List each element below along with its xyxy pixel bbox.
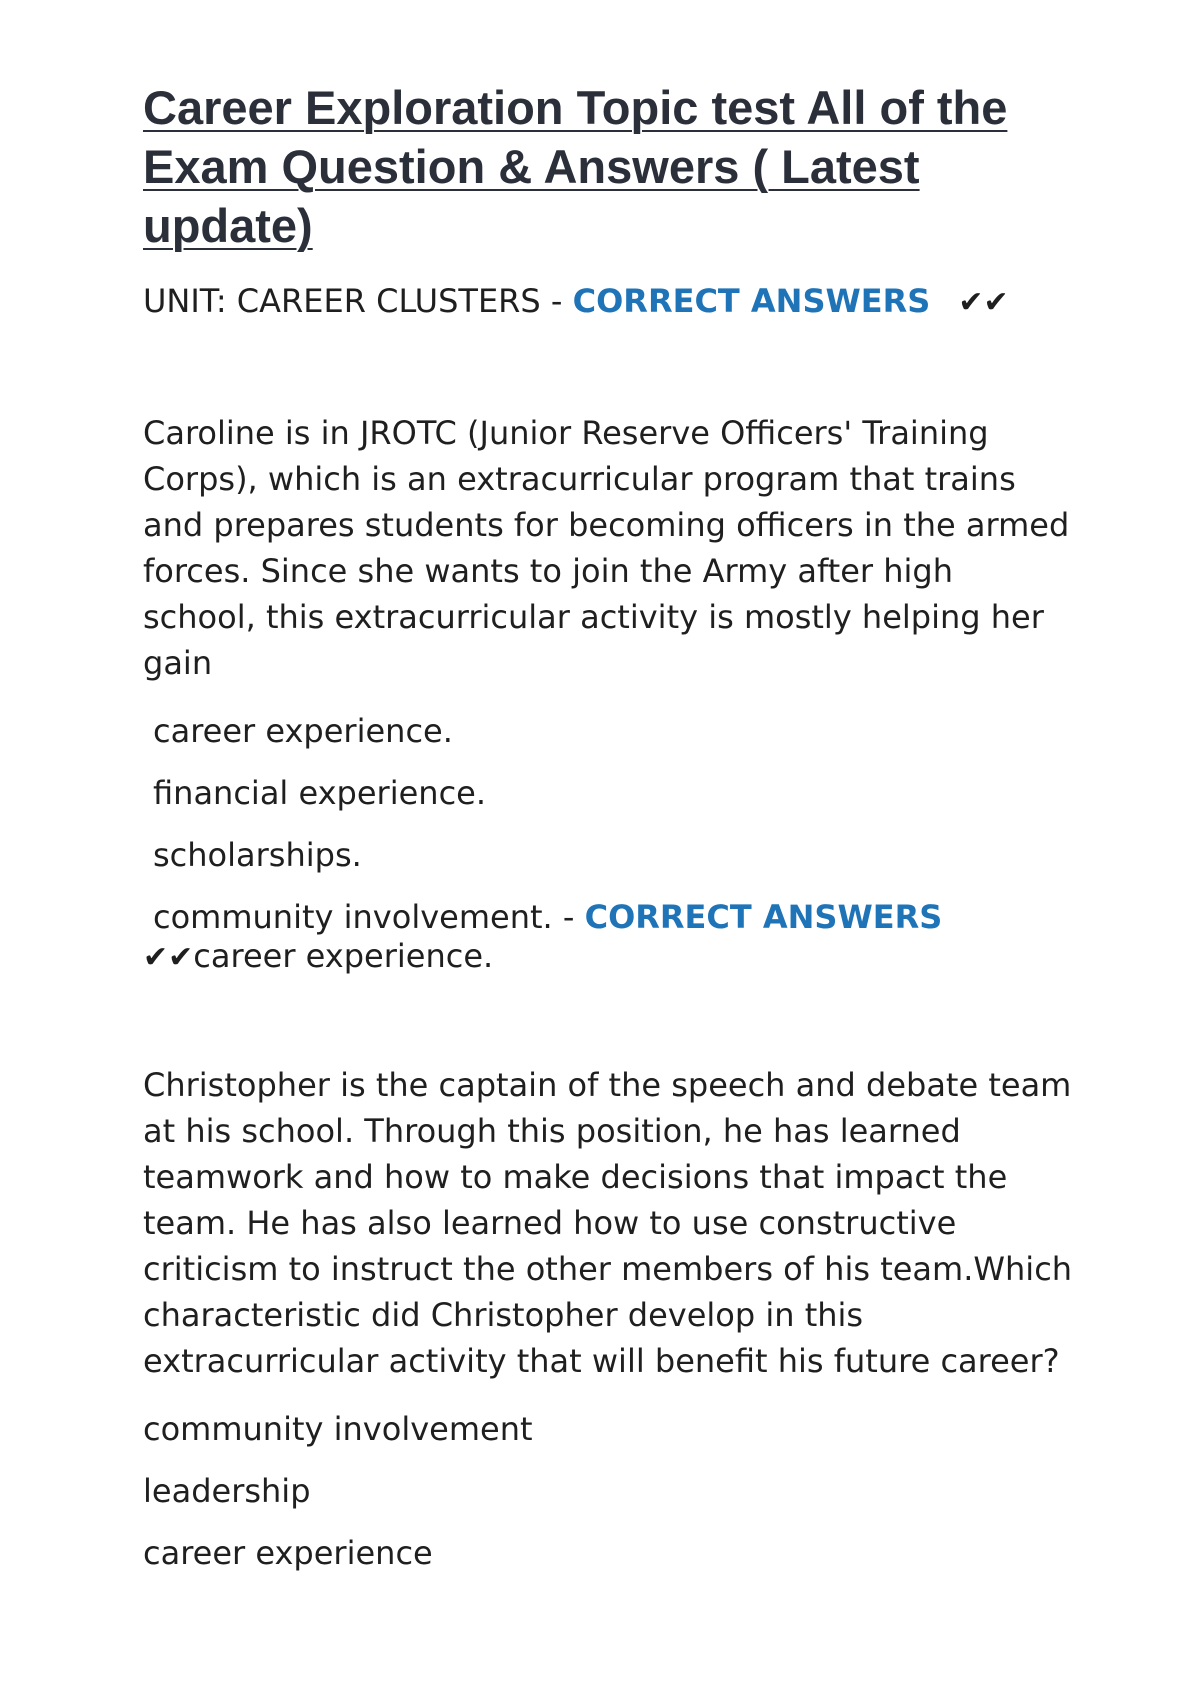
document-page bbox=[143, 78, 1073, 1584]
answer-option: community involvement bbox=[143, 1410, 533, 1448]
answer-option: leadership bbox=[143, 1472, 311, 1510]
correct-answer-text: career experience. bbox=[193, 937, 494, 975]
question-block-1 bbox=[143, 410, 1073, 974]
unit-heading bbox=[143, 280, 1073, 322]
unit-prefix: UNIT: CAREER CLUSTERS - bbox=[143, 282, 573, 320]
question-prompt: Caroline is in JROTC (Junior Reserve Officers' Training Corps), which is an extracurricular program that trains and prepares students for becoming officers in the armed forces. Since she wants to join the Army after high school, this extracurricular activity is mostly helping her gain bbox=[143, 414, 1070, 682]
question-block-2 bbox=[143, 1062, 1073, 1584]
answer-options bbox=[143, 700, 1073, 974]
answer-option: financial experience. bbox=[153, 774, 487, 812]
answer-option: career experience bbox=[143, 1534, 433, 1572]
double-check-icon: ✔✔ bbox=[958, 285, 1009, 320]
question-prompt: Christopher is the captain of the speech and debate team at his school. Through this position, he has learned teamwork and how to make decisions that impact the team. He has also learned how to use constructive criticism to instruct the other members of his team.Which characteristic did Christopher develop in this extracurricular activity that will benefit his future career? bbox=[143, 1066, 1073, 1380]
answer-option: career experience. bbox=[153, 712, 453, 750]
answer-option: community involvement. - bbox=[153, 898, 585, 936]
document-title: Career Exploration Topic test All of the Exam Question & Answers ( Latest update) bbox=[143, 81, 1008, 252]
answer-option: scholarships. bbox=[153, 836, 362, 874]
correct-answers-label: CORRECT ANSWERS bbox=[572, 282, 931, 320]
correct-answers-label: CORRECT ANSWERS bbox=[584, 898, 943, 936]
double-check-icon: ✔✔ bbox=[143, 940, 194, 975]
answer-options bbox=[143, 1398, 1073, 1584]
